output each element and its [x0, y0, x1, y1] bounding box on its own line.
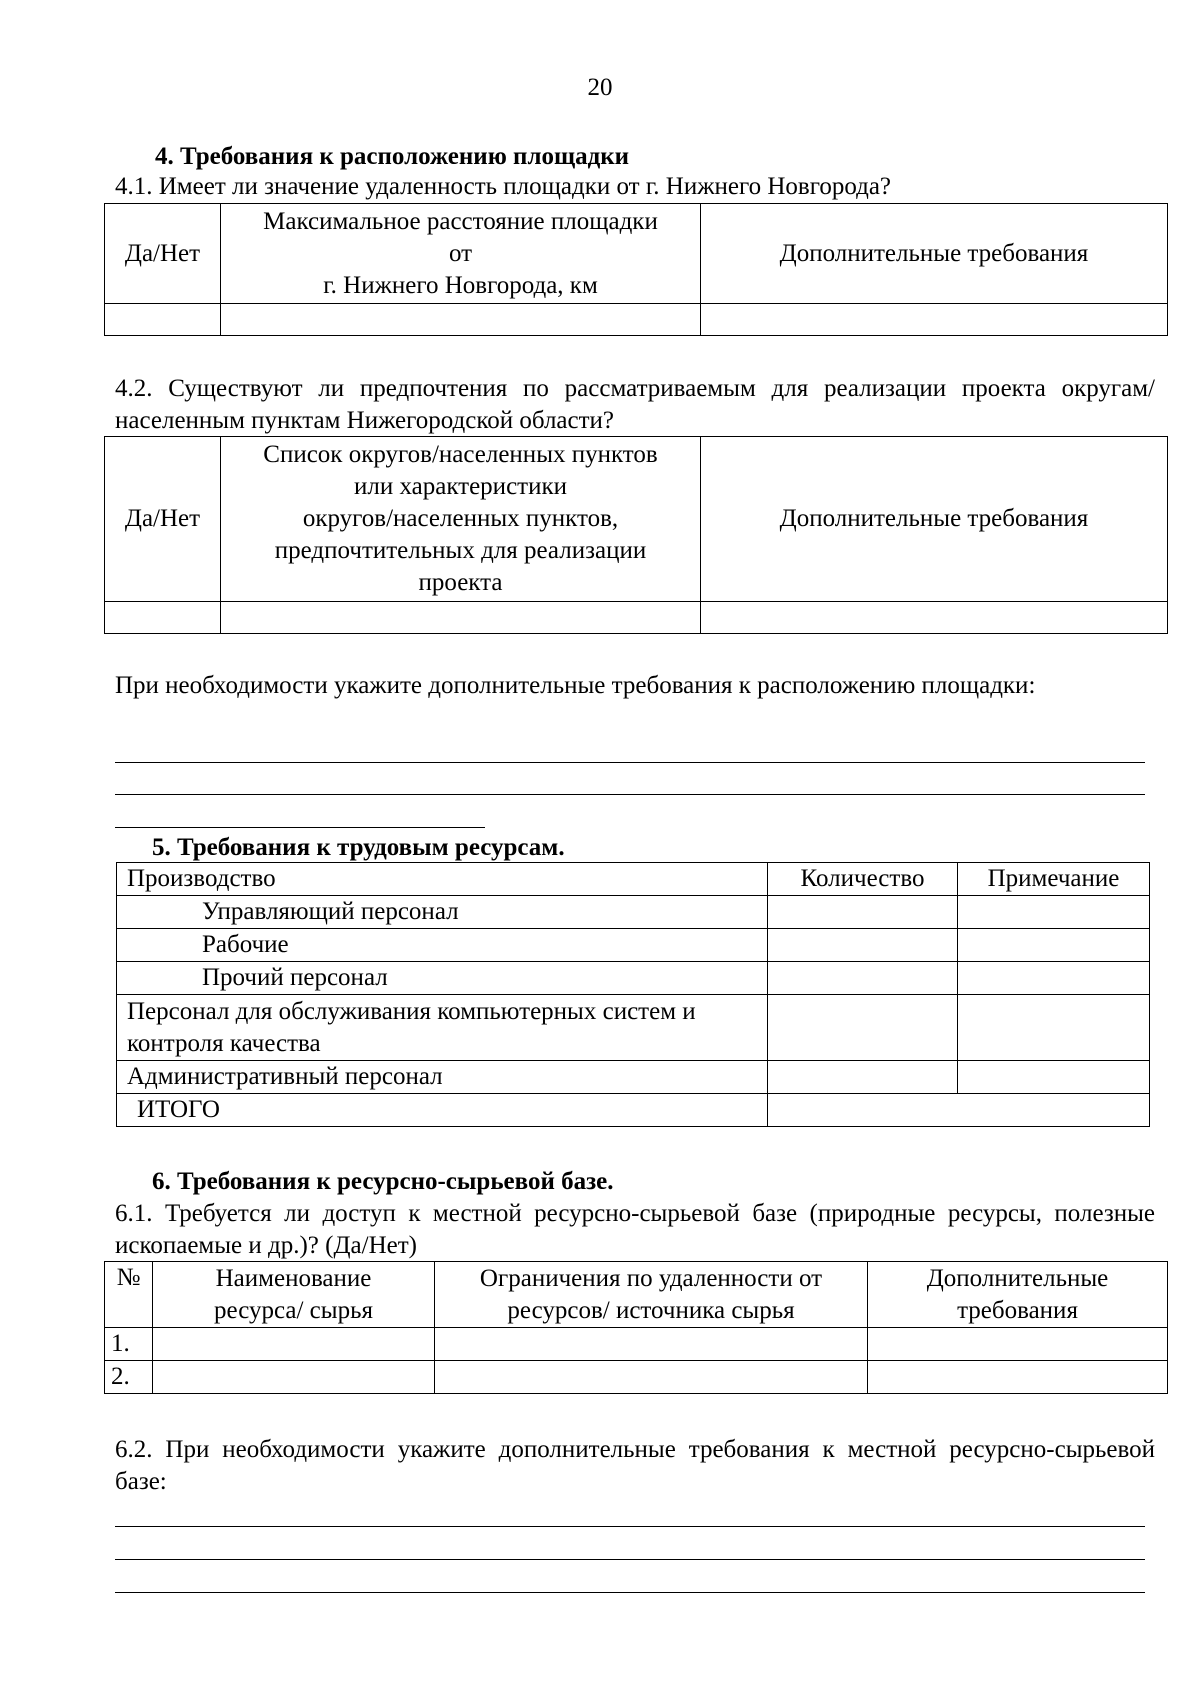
section-5-heading: 5. Требования к трудовым ресурсам.: [152, 834, 565, 861]
input-cell-localities[interactable]: [221, 602, 701, 634]
row-label-total: ИТОГО: [117, 1094, 768, 1127]
input-cell-note[interactable]: [958, 995, 1150, 1061]
additional-site-requirements-prompt: При необходимости укажите дополнительные требования к расположению площадки:: [115, 672, 1036, 699]
row-label-admin-staff: Административный персонал: [117, 1061, 768, 1094]
input-cell-quantity[interactable]: [768, 929, 958, 962]
header-distance-limits: Ограничения по удаленности от ресурсов/ источника сырья: [435, 1262, 868, 1328]
input-cell-requirements[interactable]: [868, 1361, 1168, 1394]
row-label-workers: Рабочие: [117, 929, 768, 962]
section-6-heading: 6. Требования к ресурсно-сырьевой базе.: [152, 1168, 614, 1195]
input-cell-distance[interactable]: [221, 304, 701, 336]
answer-line[interactable]: [115, 794, 1145, 795]
header-production: Производство: [117, 863, 768, 896]
header-quantity: Количество: [768, 863, 958, 896]
header-additional-requirements: Дополнительные требования: [868, 1262, 1168, 1328]
question-6-2: 6.2. При необходимости укажите дополнительные требования к местной ресурсно-сырьевой базе:: [115, 1436, 1155, 1495]
input-cell-resource[interactable]: [153, 1361, 435, 1394]
header-yes-no: Да/Нет: [105, 204, 221, 304]
row-label-management: Управляющий персонал: [117, 896, 768, 929]
header-number: №: [105, 1262, 153, 1328]
header-locality-list: Список округов/населенных пунктов или характеристики округов/населенных пунктов, предпочтительных для реализации проекта: [221, 437, 701, 602]
header-max-distance: Максимальное расстояние площадки от г. Нижнего Новгорода, км: [221, 204, 701, 304]
input-cell-quantity[interactable]: [768, 896, 958, 929]
input-cell-yes-no[interactable]: [105, 602, 221, 634]
input-cell-note[interactable]: [958, 896, 1150, 929]
answer-line[interactable]: [115, 1592, 1145, 1593]
labor-resources-table: [116, 862, 1150, 1127]
input-cell-note[interactable]: [958, 962, 1150, 995]
header-yes-no: Да/Нет: [105, 437, 221, 602]
row-number: 2.: [105, 1361, 153, 1394]
header-additional-requirements: Дополнительные требования: [701, 204, 1168, 304]
header-resource-name: Наименование ресурса/ сырья: [153, 1262, 435, 1328]
answer-line[interactable]: [115, 762, 1145, 763]
site-distance-table: [104, 203, 1168, 336]
page-number: 20: [587, 74, 613, 101]
row-label-it-qc-staff: Персонал для обслуживания компьютерных систем и контроля качества: [117, 995, 768, 1061]
answer-line[interactable]: [115, 827, 485, 828]
input-cell-requirements[interactable]: [701, 304, 1168, 336]
row-number: 1.: [105, 1328, 153, 1361]
input-cell-quantity[interactable]: [768, 962, 958, 995]
input-cell-limits[interactable]: [435, 1361, 868, 1394]
section-4-heading: 4. Требования к расположению площадки: [155, 143, 630, 170]
input-cell-quantity[interactable]: [768, 995, 958, 1061]
question-6-1: 6.1. Требуется ли доступ к местной ресурсно-сырьевой базе (природные ресурсы, полезные ископаемые и др.)? (Да/Нет): [115, 1200, 1155, 1259]
input-cell-quantity[interactable]: [768, 1061, 958, 1094]
row-label-other-staff: Прочий персонал: [117, 962, 768, 995]
input-cell-yes-no[interactable]: [105, 304, 221, 336]
header-note: Примечание: [958, 863, 1150, 896]
input-cell-total[interactable]: [768, 1094, 1150, 1127]
answer-line[interactable]: [115, 1559, 1145, 1560]
input-cell-requirements[interactable]: [701, 602, 1168, 634]
input-cell-limits[interactable]: [435, 1328, 868, 1361]
localities-table: [104, 436, 1168, 634]
question-4-1: 4.1. Имеет ли значение удаленность площадки от г. Нижнего Новгорода?: [115, 173, 892, 200]
raw-materials-table: [104, 1261, 1168, 1394]
input-cell-note[interactable]: [958, 929, 1150, 962]
question-4-2: 4.2. Существуют ли предпочтения по рассматриваемым для реализации проекта округам/населенным пунктам Нижегородской области?: [115, 375, 1155, 434]
header-additional-requirements: Дополнительные требования: [701, 437, 1168, 602]
answer-line[interactable]: [115, 1526, 1145, 1527]
input-cell-resource[interactable]: [153, 1328, 435, 1361]
input-cell-requirements[interactable]: [868, 1328, 1168, 1361]
input-cell-note[interactable]: [958, 1061, 1150, 1094]
